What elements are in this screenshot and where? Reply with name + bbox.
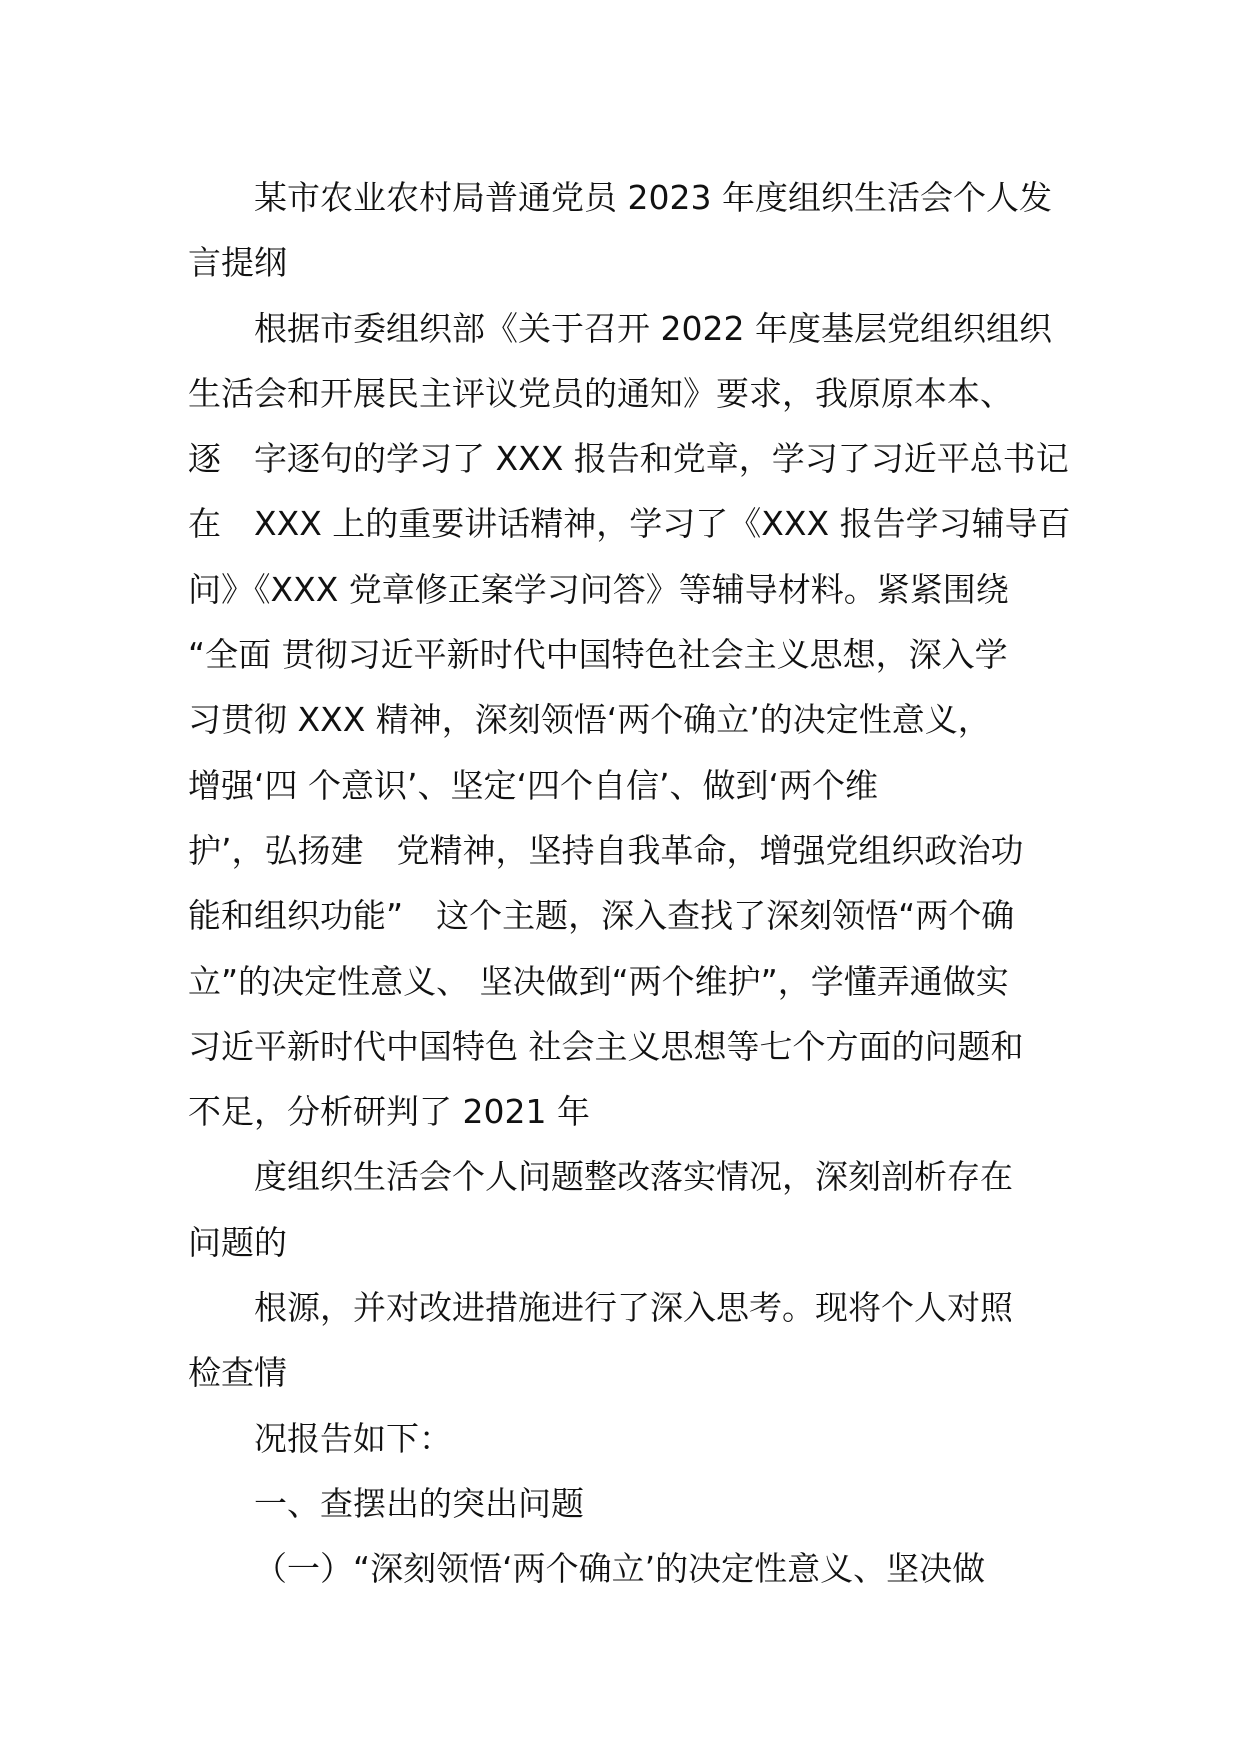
body-paragraph [188,1406,1056,1471]
subsection-heading [188,1536,1056,1601]
section-heading [188,1471,1056,1536]
text-line: 一、查摆出的突出问题 [254,1483,584,1523]
text-line: 况报告如下： [254,1418,452,1458]
text-line: 立”的决定性意义、 坚决做到“两个维护”，学懂弄通做实 [188,961,1009,1001]
text-line: 逐 字逐句的学习了 XXX 报告和党章，学习了习近平总书记 [188,439,1069,479]
body-paragraph [188,1275,1056,1406]
text-line: “全面 贯彻习近平新时代中国特色社会主义思想，深入学 [188,635,1008,675]
text-line: 根据市委组织部《关于召开 2022 年度基层党组织组织 [254,308,1052,348]
text-line: 在 XXX 上的重要讲话精神，学习了《XXX 报告学习辅导百 [188,504,1071,544]
text-line: 不足，分析研判了 2021 年 [188,1092,590,1132]
document-body [188,165,1071,1602]
body-paragraph [188,1144,1056,1275]
text-line: 习近平新时代中国特色 社会主义思想等七个方面的问题和 [188,1026,1024,1066]
text-line: 生活会和开展民主评议党员的通知》要求，我原原本本、 [188,373,1013,413]
document-title-paragraph [188,165,1056,296]
text-line: 根源，并对改进措施进行了深入思考。现将个人对照 [254,1288,1013,1328]
text-line: （一）“深刻领悟‘两个确立’的决定性意义、坚决做 [254,1549,986,1589]
text-line: 度组织生活会个人问题整改落实情况，深刻剖析存在 [254,1157,1013,1197]
text-line: 某市农业农村局普通党员 2023 年度组织生活会个人发 [254,178,1052,217]
text-line: 言提纲 [188,243,287,283]
text-line: 问题的 [188,1222,287,1262]
text-line: 增强‘四 个意识’、坚定‘四个自信’、做到‘两个维 [188,765,878,805]
text-line: 问》《XXX 党章修正案学习问答》等辅导材料。紧紧围绕 [188,569,1009,609]
text-line: 习贯彻 XXX 精神，深刻领悟‘两个确立’的决定性意义， [188,700,991,740]
text-line: 能和组织功能” 这个主题，深入查找了深刻领悟“两个确 [188,896,1015,936]
text-line: 护’，弘扬建 党精神，坚持自我革命，增强党组织政治功 [188,830,1024,870]
text-line: 检查情 [188,1353,287,1393]
intro-paragraph [188,296,1071,1145]
